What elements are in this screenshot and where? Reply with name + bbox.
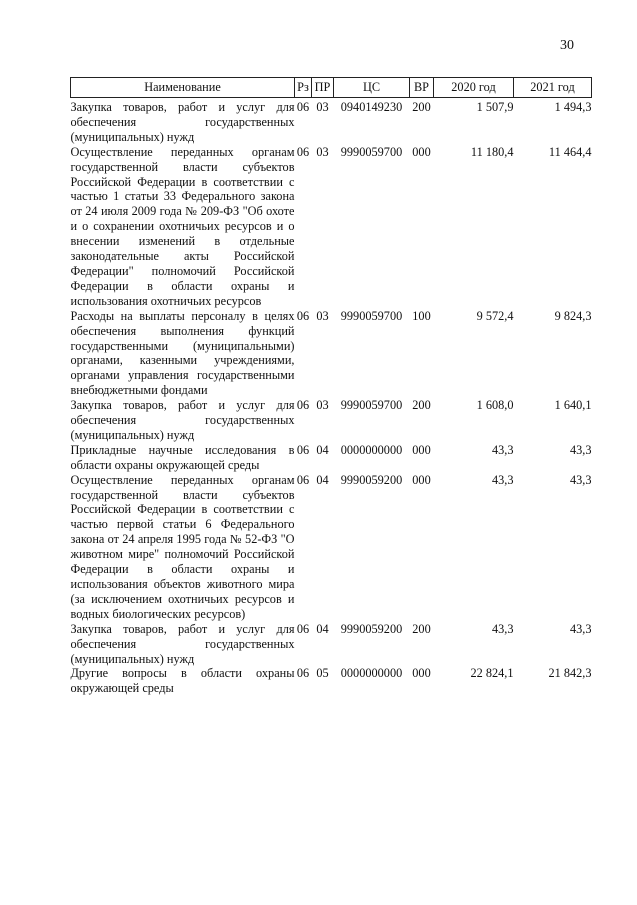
row-rz: 06	[296, 308, 310, 323]
header-pr: ПР	[312, 78, 334, 98]
row-2020: 43,3	[491, 621, 514, 636]
row-name: Закупка товаров, работ и услуг для обеспечения государственных (муниципальных) нужд	[70, 100, 295, 144]
row-vr: 000	[412, 442, 431, 457]
table-row	[71, 666, 592, 696]
row-pr: 03	[316, 398, 329, 413]
row-name: Осуществление переданных органам государственной власти субъектов Российской Федерации в соответствии с частью первой статьи 6 Федерального закона от 24 апреля 1995 года № 52-ФЗ "О животном мире" полномочий Российской Федерации в области охраны и использования объектов животного мира (за исключением охотничьих ресурсов и водных биологических ресурсов)	[70, 472, 295, 621]
table-row	[71, 145, 592, 309]
row-name: Закупка товаров, работ и услуг для обеспечения государственных (муниципальных) нужд	[70, 398, 295, 442]
row-rz: 06	[296, 144, 310, 159]
row-2021: 9 824,3	[554, 308, 592, 323]
row-cs: 9990059700	[340, 398, 403, 413]
row-rz: 06	[296, 666, 310, 681]
row-cs: 0000000000	[340, 442, 403, 457]
row-name: Другие вопросы в области охраны окружающей среды	[70, 666, 295, 696]
row-rz: 06	[296, 100, 310, 114]
header-2021: 2021 год	[514, 78, 592, 98]
row-2020: 1 608,0	[476, 398, 514, 413]
row-2020: 43,3	[491, 442, 514, 457]
header-2020: 2020 год	[434, 78, 514, 98]
header-vr: ВР	[410, 78, 434, 98]
table-row	[71, 309, 592, 398]
header-name: Наименование	[71, 78, 295, 98]
row-rz: 06	[296, 472, 310, 487]
row-cs: 9990059700	[340, 308, 403, 323]
row-vr: 200	[412, 621, 431, 636]
row-vr: 000	[412, 472, 431, 487]
row-2021: 43,3	[569, 472, 592, 487]
row-2020: 22 824,1	[470, 666, 514, 681]
row-name: Расходы на выплаты персоналу в целях обеспечения выполнения функций государственными (муниципальными) органами, казенными учреждениями, органами управления государственными внебюджетными фондами	[70, 308, 295, 398]
page-number: 30	[560, 38, 574, 53]
row-name: Закупка товаров, работ и услуг для обеспечения государственных (муниципальных) нужд	[70, 621, 295, 666]
table-row	[71, 473, 592, 622]
row-2021: 43,3	[569, 442, 592, 457]
row-2021: 1 640,1	[554, 398, 592, 413]
row-2021: 11 464,4	[548, 144, 592, 159]
header-cs: ЦС	[334, 78, 410, 98]
header-rz: Рз	[295, 78, 312, 98]
row-vr: 100	[412, 308, 431, 323]
row-name: Осуществление переданных органам государственной власти субъектов Российской Федерации в соответствии с частью 1 статьи 33 Федерального закона от 24 июля 2009 года № 209-ФЗ "Об охоте и о сохранении охотничьих ресурсов и о внесении изменений в отдельные законодательные акты Российской Федерации" полномочий Российской Федерации в области охраны и использования охотничьих ресурсов	[70, 144, 295, 308]
table-row	[71, 100, 592, 145]
row-cs: 9990059700	[340, 144, 403, 159]
row-pr: 04	[316, 472, 329, 487]
row-pr: 03	[316, 144, 329, 159]
row-2020: 9 572,4	[476, 308, 514, 323]
row-name: Прикладные научные исследования в области охраны окружающей среды	[70, 442, 295, 472]
table-row	[71, 398, 592, 443]
row-vr: 200	[412, 398, 431, 413]
table-row	[71, 622, 592, 667]
table-row	[71, 443, 592, 473]
row-2020: 43,3	[491, 472, 514, 487]
row-rz: 06	[296, 621, 310, 636]
table-header-row	[71, 78, 592, 98]
row-2020: 11 180,4	[470, 144, 514, 159]
row-2020: 1 507,9	[476, 100, 514, 114]
row-2021: 21 842,3	[548, 666, 592, 681]
row-2021: 43,3	[569, 621, 592, 636]
row-vr: 000	[412, 144, 431, 159]
budget-table	[70, 77, 592, 696]
row-cs: 0940149230	[340, 100, 403, 114]
row-pr: 04	[316, 621, 329, 636]
row-pr: 04	[316, 442, 329, 457]
row-pr: 05	[316, 666, 329, 681]
row-cs: 0000000000	[340, 666, 403, 681]
row-vr: 000	[412, 666, 431, 681]
row-pr: 03	[316, 308, 329, 323]
row-cs: 9990059200	[340, 472, 403, 487]
row-rz: 06	[296, 442, 310, 457]
row-rz: 06	[296, 398, 310, 413]
row-2021: 1 494,3	[554, 100, 592, 114]
row-vr: 200	[412, 100, 431, 114]
row-pr: 03	[316, 100, 329, 114]
row-cs: 9990059200	[340, 621, 403, 636]
